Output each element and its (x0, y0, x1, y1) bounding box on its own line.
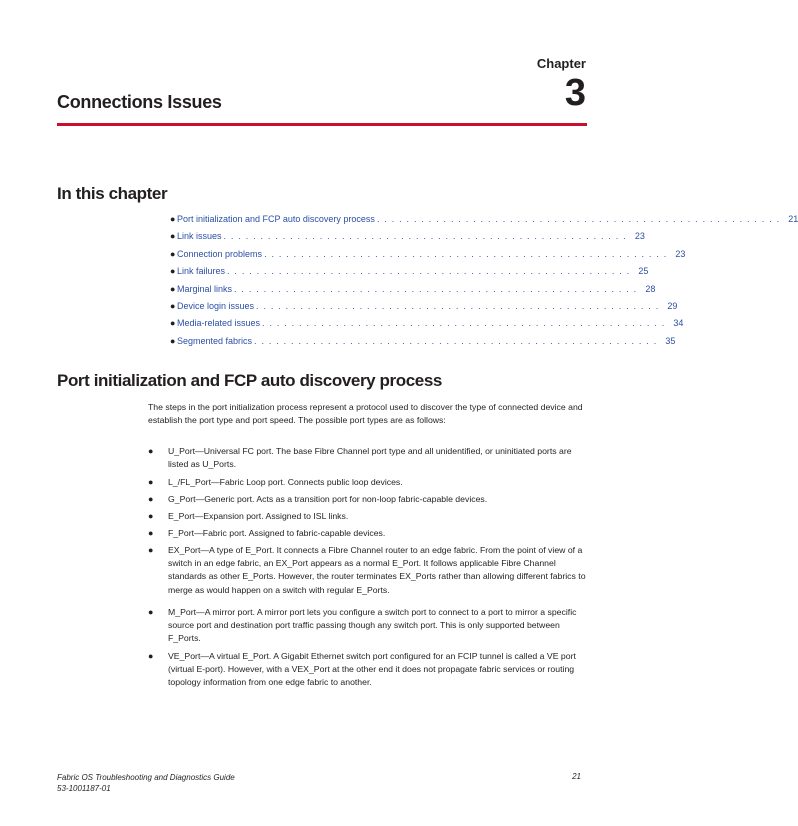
toc-leader-dots: . . . . . . . . . . . . . . . . . . . . . . . . . . . . . . . . . . . . . . . . . . . . . . . . . . . . . . . (264, 248, 668, 259)
bullet-icon: ● (170, 335, 176, 346)
toc-item-title[interactable]: Link failures (177, 266, 226, 277)
list-item (148, 510, 588, 523)
toc-item-page[interactable]: 35 (665, 335, 676, 346)
list-item-text: VE_Port—A virtual E_Port. A Gigabit Ethernet switch port configured for an FCIP tunnel is called a VE port (virtual E-port). However, with a VEX_Port at the other end it does not propagate fabric services or routing topology information from one edge fabric to another. (168, 651, 576, 688)
toc-item[interactable] (170, 214, 798, 231)
list-item (148, 606, 588, 646)
chapter-title: Connections Issues (57, 92, 222, 112)
list-item (148, 445, 588, 471)
bullet-icon: ● (170, 231, 176, 242)
list-item-text: L_/FL_Port—Fabric Loop port. Connects public loop devices. (168, 477, 403, 487)
list-item-text: E_Port—Expansion port. Assigned to ISL links. (168, 511, 349, 521)
toc-item[interactable] (170, 335, 676, 353)
toc-item-title[interactable]: Media-related issues (177, 318, 261, 329)
toc-item[interactable] (170, 248, 686, 266)
toc-item[interactable] (170, 300, 678, 318)
bullet-icon: ● (148, 651, 154, 661)
footer-page-number: 21 (572, 772, 581, 781)
toc-item-title[interactable]: Connection problems (177, 248, 263, 259)
bullet-icon: ● (148, 528, 154, 538)
toc-leader-dots: . . . . . . . . . . . . . . . . . . . . . . . . . . . . . . . . . . . . . . . . . . . . . . . . . . . . . . . (254, 335, 658, 346)
toc-item[interactable] (170, 318, 684, 335)
bullet-icon: ● (170, 248, 176, 259)
toc-leader-dots: . . . . . . . . . . . . . . . . . . . . . . . . . . . . . . . . . . . . . . . . . . . . . . . . . . . . . . . (227, 266, 631, 277)
toc-item-title[interactable]: Link issues (177, 231, 222, 242)
section-intro-paragraph: The steps in the port initialization process represent a protocol used to discover the type of connected device and establish the port type and port speed. The possible port types are as follows: (148, 402, 583, 426)
list-item (148, 527, 588, 540)
chapter-number: 3 (564, 72, 586, 114)
chapter-divider-rule (57, 123, 587, 126)
toc-item-page[interactable]: 28 (645, 283, 656, 294)
toc-item-title[interactable]: Device login issues (177, 300, 255, 311)
toc-item-page[interactable]: 23 (675, 248, 686, 259)
bullet-icon: ● (148, 446, 154, 456)
bullet-icon: ● (148, 607, 154, 617)
toc-leader-dots: . . . . . . . . . . . . . . . . . . . . . . . . . . . . . . . . . . . . . . . . . . . . . . . . . . . . . . . (256, 300, 660, 311)
toc-item[interactable] (170, 283, 656, 301)
footer-guide-info (57, 772, 235, 794)
footer-doc-number: 53-1001187-01 (57, 784, 111, 793)
footer-guide-title: Fabric OS Troubleshooting and Diagnostics Guide (57, 773, 235, 782)
toc-leader-dots: . . . . . . . . . . . . . . . . . . . . . . . . . . . . . . . . . . . . . . . . . . . . . . . . . . . . . . . (234, 283, 638, 294)
bullet-icon: ● (170, 283, 176, 294)
toc-item-title[interactable]: Segmented fabrics (177, 335, 253, 346)
toc-item-page[interactable]: 29 (667, 300, 678, 311)
list-item-text: M_Port—A mirror port. A mirror port lets you configure a switch port to connect to a port to mirror a specific source port and destination port traffic passing though any switch port. This is only supported between F_Ports. (168, 607, 577, 644)
toc-item-page[interactable]: 34 (673, 318, 684, 329)
toc-item[interactable] (170, 266, 649, 283)
list-item-text: G_Port—Generic port. Acts as a transition port for non-loop fabric-capable devices. (168, 494, 488, 504)
list-item-text: F_Port—Fabric port. Assigned to fabric-capable devices. (168, 528, 386, 538)
list-item (148, 650, 588, 690)
bullet-icon: ● (170, 318, 176, 329)
toc-item[interactable] (170, 231, 645, 248)
bullet-icon: ● (148, 511, 154, 521)
bullet-icon: ● (148, 545, 154, 555)
in-this-chapter-heading: In this chapter (57, 184, 168, 203)
list-item (148, 476, 588, 489)
list-item-text: EX_Port—A type of E_Port. It connects a Fibre Channel router to an edge fabric. From the point of view of a switch in an edge fabric, an EX_Port appears as a normal E_Port. It follows applicable Fibre Channel standards as other E_Ports. However, the router terminates EX_Ports rather than allowing different fabrics to merge as would happen on a switch with regular E_Ports. (168, 545, 586, 595)
bullet-icon: ● (170, 266, 176, 277)
toc-leader-dots: . . . . . . . . . . . . . . . . . . . . . . . . . . . . . . . . . . . . . . . . . . . . . . . . . . . . . . . (376, 214, 781, 224)
list-item-text: U_Port—Universal FC port. The base Fibre Channel port type and all unidentified, or uninitiated ports are listed as U_Ports. (168, 446, 572, 470)
toc-item-title[interactable]: Marginal links (177, 283, 233, 294)
bullet-icon: ● (148, 494, 154, 504)
bullet-icon: ● (148, 477, 154, 487)
toc-item-page[interactable]: 23 (634, 231, 645, 242)
list-item (148, 493, 588, 506)
chapter-label: Chapter (536, 56, 586, 71)
toc-item-page[interactable]: 25 (638, 266, 649, 277)
bullet-icon: ● (170, 214, 176, 224)
toc-leader-dots: . . . . . . . . . . . . . . . . . . . . . . . . . . . . . . . . . . . . . . . . . . . . . . . . . . . . . . . (223, 231, 627, 242)
chapter-contents-list (170, 214, 798, 353)
toc-item-page[interactable]: 21 (788, 214, 798, 224)
toc-item-title[interactable]: Port initialization and FCP auto discovery process (177, 214, 375, 224)
bullet-icon: ● (170, 300, 176, 311)
list-item (148, 544, 588, 597)
section-heading: Port initialization and FCP auto discovery process (57, 371, 442, 390)
toc-leader-dots: . . . . . . . . . . . . . . . . . . . . . . . . . . . . . . . . . . . . . . . . . . . . . . . . . . . . . . . (262, 318, 666, 329)
